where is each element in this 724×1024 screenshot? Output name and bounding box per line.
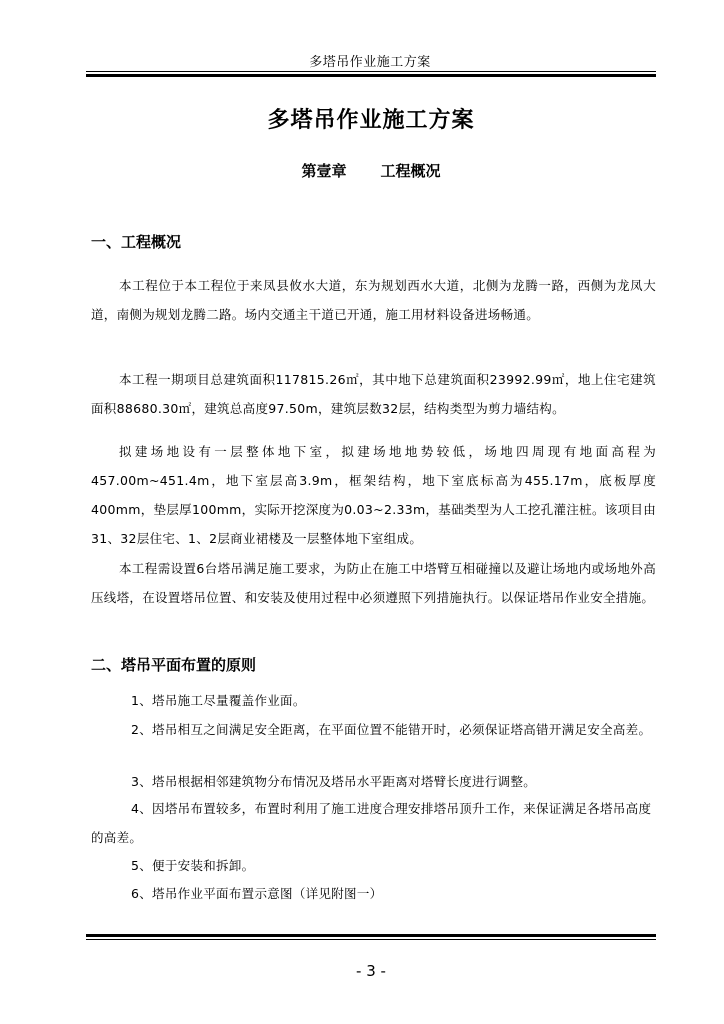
running-header: 多塔吊作业施工方案 [309,55,431,70]
paragraph: 本工程位于本工程位于来凤县攸水大道，东为规划西水大道，北侧为龙腾一路，西侧为龙凤大道，南侧为规划龙腾二路。场内交通主干道已开通，施工用材料设备进场畅通。 [91,278,656,322]
document-title: 多塔吊作业施工方案 [267,108,475,133]
paragraph: 拟建场地设有一层整体地下室，拟建场地地势较低，场地四周现有地面高程为457.00m~451.4m，地下室层高3.9m，框架结构，地下室底标高为455.17m，底板厚度400mm，垫层厚100mm，实际开挖深度为0.03~2.33m，基础类型为人工挖孔灌注桩。该项目由31、32层住宅、1、2层商业裙楼及一层整体地下室组成。 [91,444,656,546]
section-heading-overview: 一、工程概况 [91,233,182,251]
footer-rule [86,939,656,940]
paragraph: 本工程一期项目总建筑面积117815.26㎡，其中地下总建筑面积23992.99㎡，地上住宅建筑面积88680.30㎡，建筑总高度97.50m，建筑层数32层，结构类型为剪力墙结构。 [91,372,656,416]
section-heading-layout-principles: 二、塔吊平面布置的原则 [91,656,257,674]
list-item: 1、塔吊施工尽量覆盖作业面。 [131,693,306,708]
chapter-name: 工程概况 [380,162,441,180]
list-item: 5、便于安装和拆卸。 [131,858,255,873]
paragraph: 本工程需设置6台塔吊满足施工要求，为防止在施工中塔臂互相碰撞以及避让场地内或场地外高压线塔，在设置塔吊位置、和安装及使用过程中必须遵照下列措施执行。以保证塔吊作业安全措施。 [91,561,656,605]
footer-rule-thick [86,934,656,937]
page-number: - 3 - [356,962,386,980]
chapter-number: 第壹章 [301,162,347,180]
list-item: 2、塔吊相互之间满足安全距离，在平面位置不能错开时，必须保证塔高错开满足安全高差。 [131,722,652,737]
list-item: 6、塔吊作业平面布置示意图（详见附图一） [131,886,383,901]
chapter-heading [86,160,656,181]
list-item: 3、塔吊根据相邻建筑物分布情况及塔吊水平距离对塔臂长度进行调整。 [131,774,537,789]
header-rule-thick [86,74,656,77]
list-item: 4、因塔吊布置较多，布置时利用了施工进度合理安排塔吊顶升工作，来保证满足各塔吊高度的高差。 [91,801,652,845]
header-rule [86,71,656,72]
